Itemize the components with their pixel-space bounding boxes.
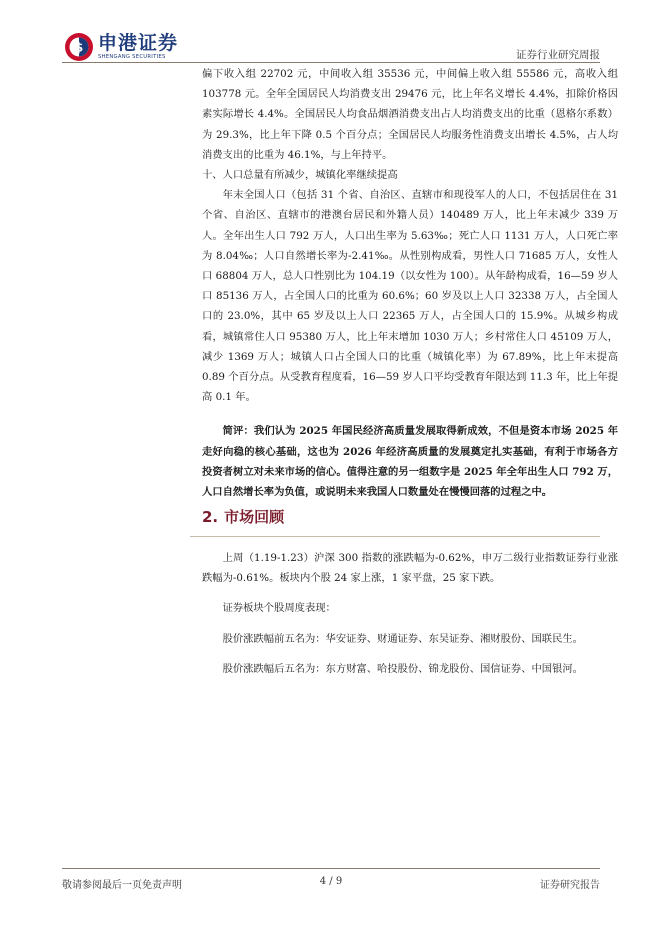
page-number: 4 / 9 <box>319 876 343 887</box>
income-consumption-paragraph: 偏下收入组 22702 元，中间收入组 35536 元，中间偏上收入组 55586 元，高收入组 103778 元。全年全国居民人均消费支出 29476 元，比上年名义增长 4.4%，扣除价格因素实际增长 4.4%。全国居民人均食品烟酒消费支出占人均消费支出的比重（恩格尔系数）为 29.3%，比上年下降 0.5 个百分点；全国居民人均服务性消费支出增长 4.5%，占人均消费支出的比重为 46.1%，与上年持平。 <box>202 68 618 161</box>
shengang-logo-icon <box>64 32 94 62</box>
population-paragraph: 年末全国人口（包括 31 个省、自治区、直辖市和现役军人的人口，不包括居住在 31 个省、自治区、直辖市的港澳台居民和外籍人员）140489 万人，比上年末减少 339 万人。全年出生人口 792 万人，人口出生率为 5.63‰；死亡人口 1131 万人，人口死亡率为 8.04‰；人口自然增长率为-2.41‰。从性别构成看，男性人口 71685 万人，女性人口 68804 万人，总人口性别比为 104.19（以女性为 100）。从年龄构成看，16—59 岁人口 85136 万人，占全国人口的比重为 60.6%；60 岁及以上人口 32338 万人，占全国人口的 23.0%，其中 65 岁及以上人口 22365 万人，占全国人口的 15.9%。从城乡构成看，城镇常住人口 95380 万人，比上年末增加 1030 万人；乡村常住人口 45109 万人，减少 1369 万人；城镇人口占全国人口的比重（城镇化率）为 67.89%，比上年末提高 0.89 个百分点。从受教育程度看，16—59 岁人口平均受教育年限达到 11.3 年，比上年提高 0.1 年。 <box>202 189 618 404</box>
report-type: 证券行业研究周报 <box>516 49 600 61</box>
disclaimer-note: 敬请参阅最后一页免责声明 <box>62 880 182 891</box>
company-logo <box>64 32 178 62</box>
section-heading <box>202 506 618 527</box>
top-five-gainers: 股价涨跌幅前五名为：华安证券、财通证券、东吴证券、湘财股份、国联民生。 <box>222 632 583 645</box>
section-number: 2. <box>202 507 219 526</box>
bottom-five-performers: 股价涨跌幅后五名为：东方财富、哈投股份、锦龙股份、国信证券、中国银河。 <box>222 662 583 675</box>
section-divider <box>190 536 600 537</box>
market-summary-paragraph: 上周（1.19-1.23）沪深 300 指数的涨跌幅为-0.62%，申万二级行业指数证券行业涨跌幅为-0.61%。板块内个股 24 家上涨，1 家平盘，25 家下跌。 <box>202 552 618 585</box>
footer-divider <box>62 868 600 869</box>
svg-text:$: $ <box>74 40 84 55</box>
population-heading: 十、人口总量有所减少，城镇化率继续提高 <box>202 169 398 182</box>
section-title: 市场回顾 <box>224 508 285 526</box>
main-content <box>202 64 618 502</box>
report-label: 证券研究报告 <box>540 880 600 891</box>
market-review <box>202 548 618 679</box>
stock-performance-label: 证券板块个股周度表现： <box>222 602 336 615</box>
logo-name-en: SHENGANG SECURITIES <box>98 53 166 60</box>
analyst-comment: 简评：我们认为 2025 年国民经济高质量发展取得新成效，不但是资本市场 2025 年走好向稳的核心基础，这也为 2026 年经济高质量的发展奠定扎实基础，有利于市场各方投资者树立对未来市场的信心。值得注意的另一组数字是 2025 年全年出生人口 792 万，人口自然增长率为负值，或说明未来我国人口数量处在慢慢回落的过程之中。 <box>202 425 618 499</box>
header-divider <box>62 62 600 63</box>
logo-name-cn: 申港证券 <box>98 31 179 54</box>
